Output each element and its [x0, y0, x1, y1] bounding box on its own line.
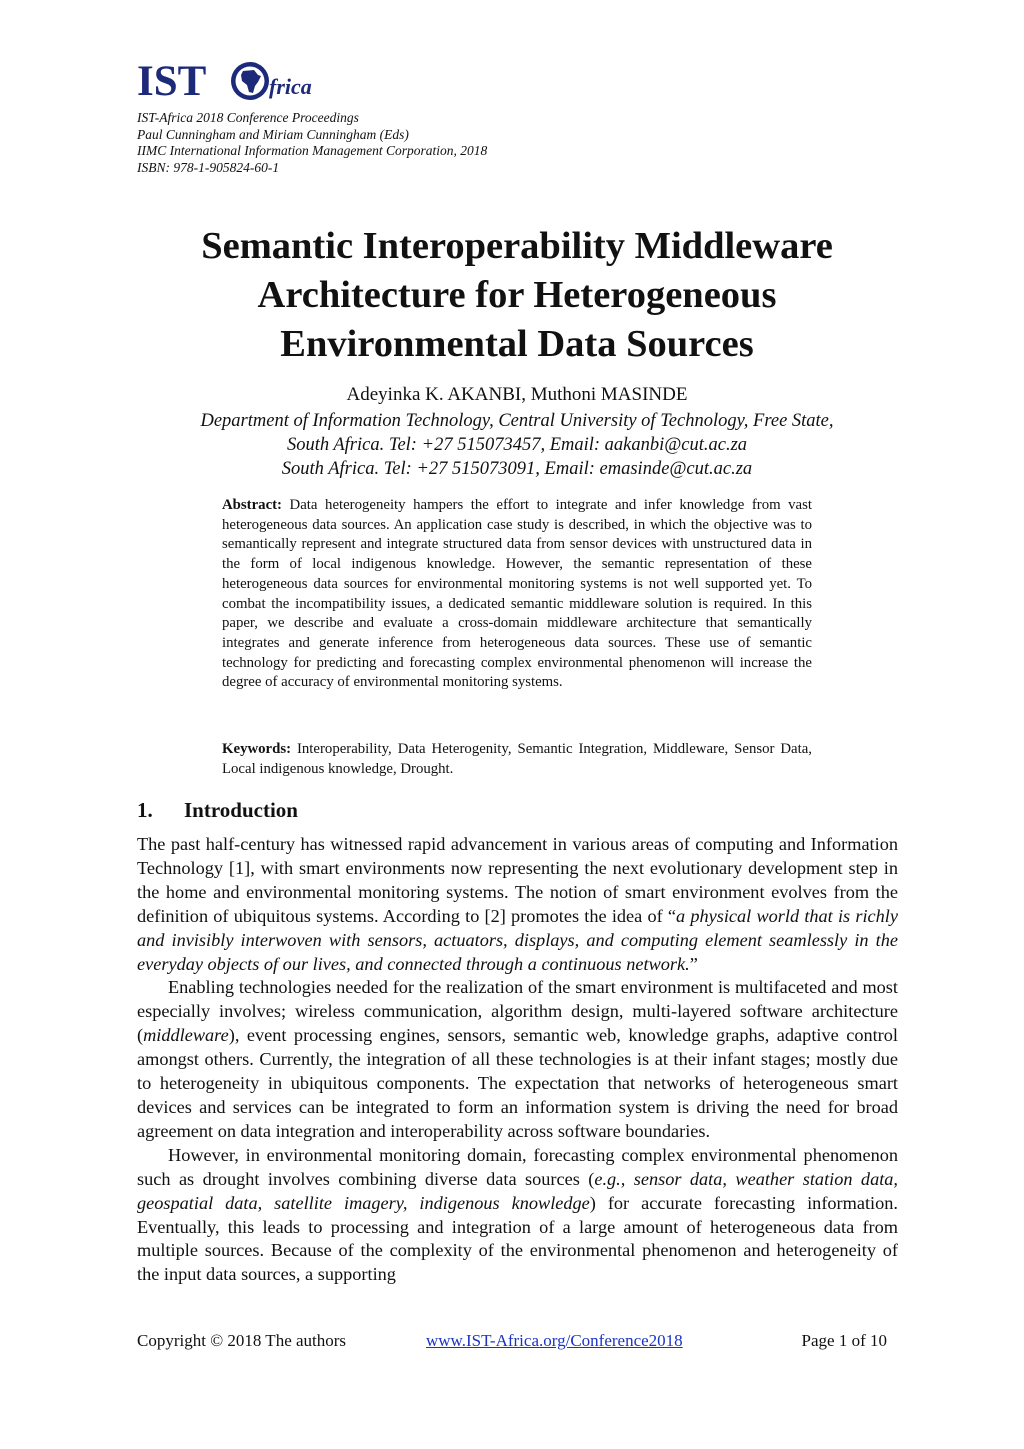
quote-text: a physical world that is richly and invisibly interwoven with sensors, actuators, displays, and computing element seamlessly in the everyday objects of our lives, and connected through a continuous network.: [137, 905, 898, 974]
logo-ist-text: IST: [137, 58, 207, 104]
section-number: 1.: [137, 798, 153, 822]
africa-globe-icon: [231, 62, 269, 100]
paragraph-text: The past half-century has witnessed rapid advancement in various areas of computing and Information Technology [1], with smart environments now representing the next evolutionary development step in the home and environmental monitoring systems. The notion of smart environment evolves from the definition of ubiquitous systems. According to [2] promotes the idea of “: [137, 834, 898, 926]
italic-text: middleware: [143, 1025, 229, 1046]
affiliation-line: Department of Information Technology, Central University of Technology, Free State,: [200, 411, 834, 431]
header-line: IIMC International Information Management Corporation, 2018: [137, 143, 488, 158]
paragraph-text: ) for accurate forecasting information. Eventually, this leads to processing and integration of a large amount of heterogeneous data from multiple sources. Because of the complexity of the environmental phenomenon and heterogeneity of the input data sources, a supporting: [137, 1192, 898, 1285]
keywords-label: Keywords:: [222, 741, 292, 757]
abstract: [222, 496, 812, 693]
paper-title: [137, 222, 897, 369]
section-title: Introduction: [184, 798, 298, 822]
logo-frica-text: frica: [269, 74, 312, 99]
keywords: [222, 740, 812, 779]
affiliation-line: South Africa. Tel: +27 515073091, Email: emasinde@cut.ac.za: [281, 459, 753, 479]
proceedings-header: [137, 110, 487, 176]
italic-text: e.g., sensor data, weather station data, geospatial data, satellite imagery, indigenous knowledge: [137, 1168, 899, 1213]
header-line: ISBN: 978-1-905824-60-1: [137, 159, 280, 175]
affiliation-line: South Africa. Tel: +27 515073457, Email: aakanbi@cut.ac.za: [286, 435, 748, 455]
affiliation: [137, 409, 897, 481]
abstract-label: Abstract:: [222, 497, 282, 513]
paragraph-text: ”: [689, 953, 698, 974]
title-line: Architecture for Heterogeneous: [257, 274, 777, 316]
paragraph-text: ), event processing engines, sensors, semantic web, knowledge graphs, adaptive control amongst others. Currently, the integration of all these technologies is at their infant stages; mostly due to heterogeneity in ubiquitous components. The expectation that networks of heterogeneous smart devices and services can be integrated to form an information system is driving the need for broad agreement on data integration and interoperability across software boundaries.: [137, 1025, 898, 1141]
paragraph: [137, 833, 898, 976]
ist-africa-logo: [137, 58, 367, 104]
conference-link[interactable]: www.IST-Africa.org/Conference2018: [426, 1331, 683, 1350]
copyright-notice: Copyright © 2018 The authors: [137, 1331, 347, 1350]
title-line: Semantic Interoperability Middleware: [201, 225, 833, 267]
paragraph-text: Enabling technologies needed for the realization of the smart environment is multifaceted and most especially involves; wireless communication, algorithm design, multi-layered software architecture (: [137, 977, 898, 1046]
introduction-body: [137, 833, 898, 1287]
abstract-text: Data heterogeneity hampers the effort to integrate and infer knowledge from vast heterogeneous data sources. An application case study is described, in which the objective was to semantically represent and integrate structured data from sensor devices with unstructured data in the form of local indigenous knowledge. However, the semantic representation of these heterogeneous data sources for environmental monitoring systems is not well supported yet. To combat the incompatibility issues, a dedicated semantic middleware solution is required. In this paper, we describe and evaluate a cross-domain middleware architecture that semantically integrates and generate inference from heterogeneous data sources. These use of semantic technology for predicting and forecasting complex environmental phenomenon will increase the degree of accuracy of environmental monitoring systems.: [222, 497, 812, 691]
paragraph: [137, 976, 898, 1143]
title-line: Environmental Data Sources: [280, 323, 754, 365]
authors: Adeyinka K. AKANBI, Muthoni MASINDE: [346, 384, 688, 405]
paragraph: [137, 1144, 898, 1287]
header-line: IST-Africa 2018 Conference Proceedings: [137, 110, 359, 125]
keywords-text: Interoperability, Data Heterogenity, Semantic Integration, Middleware, Sensor Data, Local indigenous knowledge, Drought.: [222, 741, 812, 777]
paragraph-text: However, in environmental monitoring domain, forecasting complex environmental phenomenon such as drought involves combining diverse data sources (: [137, 1144, 898, 1189]
header-line: Paul Cunningham and Miriam Cunningham (Eds): [137, 126, 409, 142]
page-number: Page 1 of 10: [801, 1331, 887, 1350]
